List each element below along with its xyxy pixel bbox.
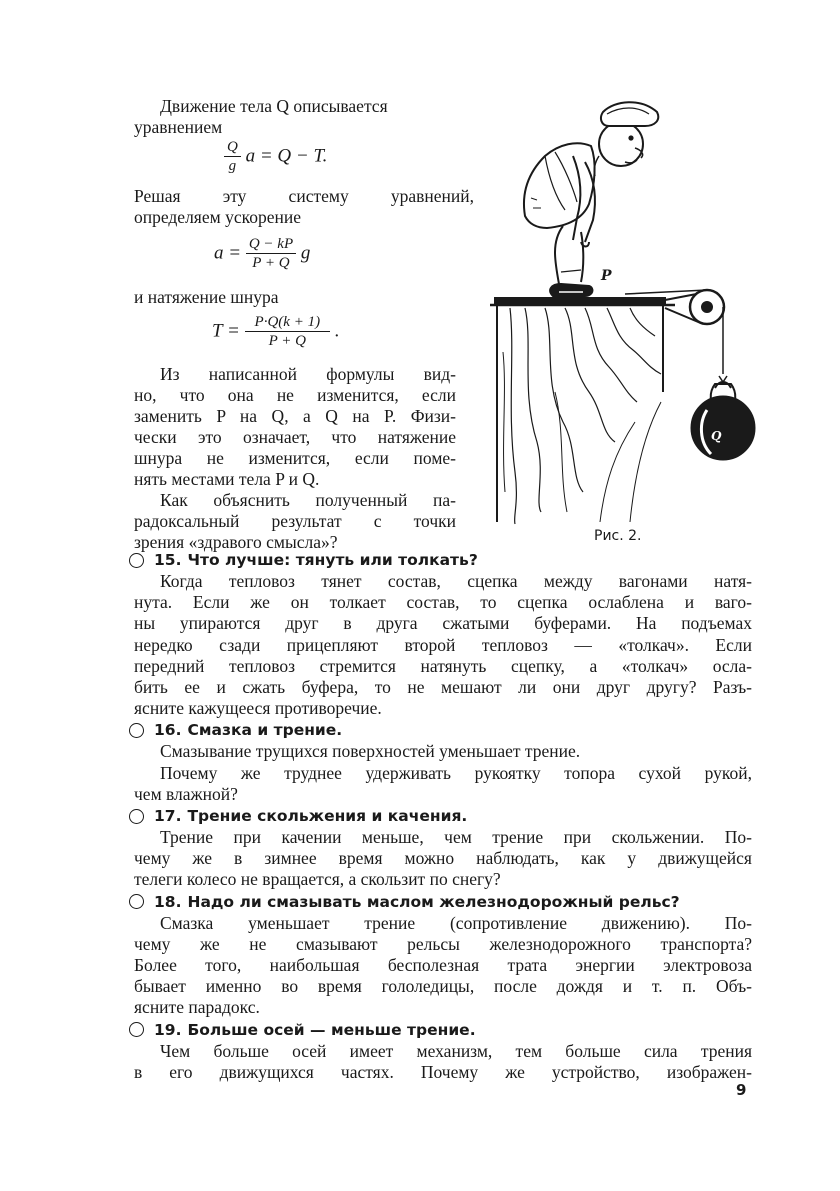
text-line: телеги колесо не вращается, а скользит по снегу? <box>134 869 501 890</box>
para1-line-4: чески это означает, что натяжение <box>134 427 456 447</box>
label-q: Q <box>711 429 722 443</box>
circle-marker-icon <box>129 809 144 824</box>
section-header: 15. Что лучше: тянуть или толкать? <box>129 549 752 571</box>
equation-tension: T = $\frac{P\cdot Q(k + 1)}{P + Q}$ . <box>212 314 340 349</box>
text-line: передний тепловоз стремится натянуть сцепку, а «толкач» осла- <box>134 655 752 676</box>
text-line: Когда тепловоз тянет состав, сцепка между вагонами натя- <box>160 571 752 591</box>
text-line: Смазывание трущихся поверхностей уменьшает трение. <box>160 741 581 762</box>
text-line: ясните парадокс. <box>134 997 260 1018</box>
text-line: ны упираются друг в друга сжатыми буферами. На подъемах <box>134 613 752 634</box>
text-line: бывает именно во время гололедицы, после дождя и т. п. Объ- <box>134 976 752 997</box>
text-line: Чем больше осей имеет механизм, тем больше сила трения <box>160 1040 752 1061</box>
circle-marker-icon <box>129 723 144 738</box>
section-header: 19. Больше осей — меньше трение. <box>129 1019 752 1041</box>
para1-line-6: нять местами тела P и Q. <box>134 469 320 489</box>
para1-line-2: но, что она не изменится, если <box>134 385 456 405</box>
text-line: бить ее и сжать буфера, то не мешают ли они друг другу? Разъ- <box>134 677 752 698</box>
fraction-q-over-g: $\frac{Q}{g}$ <box>224 138 241 176</box>
para1-line-5: шнура не изменится, если поме- <box>134 448 456 468</box>
section-header: 18. Надо ли смазывать маслом железнодорожный рельс? <box>129 891 752 913</box>
figure-caption: Рис. 2. <box>594 528 642 544</box>
text-line: ясните кажущееся противоречие. <box>134 698 382 719</box>
equation-acceleration: a = $\frac{Q - kP}{P + Q}$ g <box>214 236 311 271</box>
label-p: P <box>601 268 612 284</box>
para2-line-2: радоксальный результат с точки <box>134 511 456 531</box>
text-line: в его движущихся частях. Почему же устройство, изображен- <box>134 1061 752 1082</box>
text-line: Более того, наибольшая бесполезная трата энергии электровоза <box>134 955 752 976</box>
circle-marker-icon <box>129 553 144 568</box>
text-line: Смазка уменьшает трение (сопротивление движению). По- <box>160 912 752 933</box>
page-number: 9 <box>736 1081 747 1099</box>
intro-line-1: Движение тела Q описывается <box>160 96 388 116</box>
text-line: Почему же труднее удерживать рукоятку топора сухой рукой, <box>160 762 752 783</box>
fraction-acceleration: $\frac{Q - kP}{P + Q}$ <box>246 235 296 273</box>
equation-motion: $\frac{Q}{g}$ a = Q − T. <box>224 138 327 176</box>
section-header: 16. Смазка и трение. <box>129 719 752 741</box>
text-line: нута. Если же он толкает состав, то сцепка ослаблена и ваго- <box>134 592 752 613</box>
section-header: 17. Трение скольжения и качения. <box>129 805 752 827</box>
sections-body <box>134 549 752 1083</box>
intro-line-2: уравнением <box>134 117 223 137</box>
board-p <box>495 298 665 304</box>
text-line: чем влажной? <box>134 783 238 804</box>
text-line: чему же не смазывают рельсы железнодорожного транспорта? <box>134 933 752 954</box>
para1-line-1: Из написанной формулы вид- <box>160 364 456 384</box>
para2-line-1: Как объяснить полученный па- <box>160 490 456 510</box>
tension-intro: и натяжение шнура <box>134 287 279 307</box>
figure-pulley-illustration <box>485 92 785 537</box>
text-line: нередко сзади прицепляют второй тепловоз — «толкач». Если <box>134 634 752 655</box>
solve-line-2: определяем ускорение <box>134 207 301 227</box>
fraction-tension: $\frac{P\cdot Q(k + 1)}{P + Q}$ <box>245 313 331 351</box>
para1-line-3: заменить P на Q, а Q на P. Физи- <box>134 406 456 426</box>
text-line: Трение при качении меньше, чем трение при скольжении. По- <box>160 827 752 848</box>
circle-marker-icon <box>129 1022 144 1037</box>
solve-line-1: Решая эту систему уравнений, <box>134 186 474 206</box>
para2-line-3: зрения «здравого смысла»? <box>134 532 338 552</box>
text-line: чему же в зимнее время можно наблюдать, как у движущейся <box>134 848 752 869</box>
circle-marker-icon <box>129 894 144 909</box>
